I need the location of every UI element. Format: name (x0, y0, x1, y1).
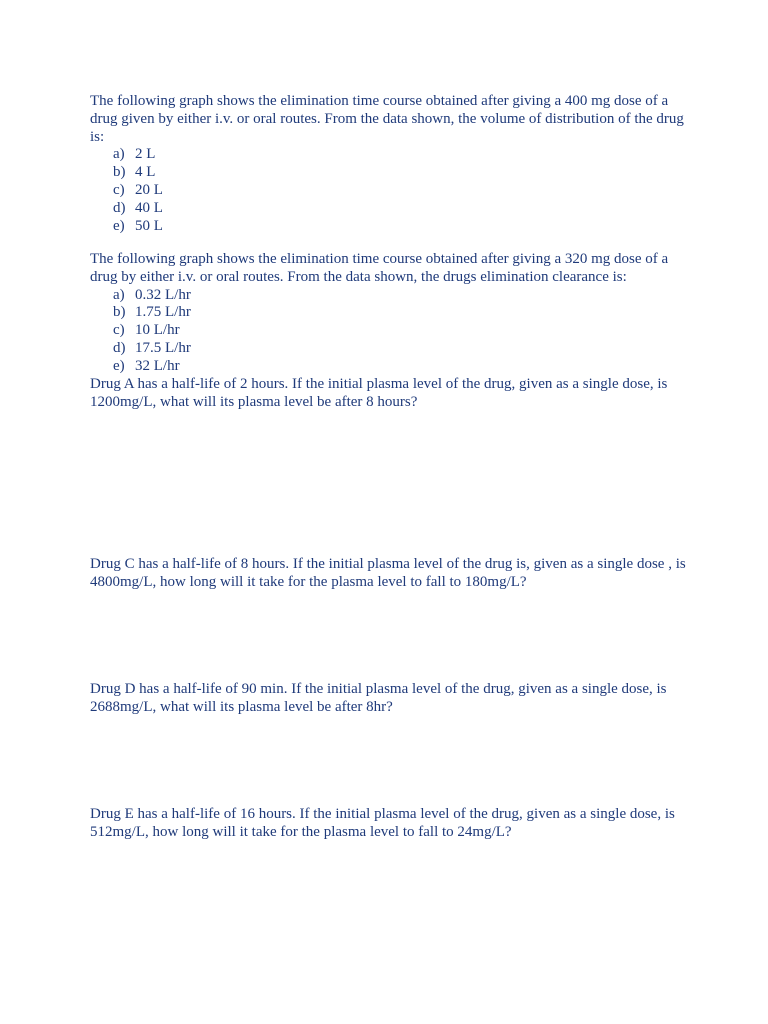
question-drug-a (90, 376, 690, 412)
question-text: Drug A has a half-life of 2 hours. If the initial plasma level of the drug, given as a single dose, is 1200mg/L, what will its plasma level be after 8 hours? (90, 376, 668, 410)
option-label: c) (113, 322, 125, 339)
answer-option (90, 358, 690, 376)
answer-option (90, 304, 690, 322)
answer-option (90, 340, 690, 358)
option-value: 50 L (135, 217, 163, 234)
answer-option (90, 287, 690, 305)
option-value: 10 L/hr (135, 322, 180, 339)
question-text: The following graph shows the elimination time course obtained after giving a 400 mg dose of a drug given by either i.v. or oral routes. From the data shown, the volume of distribution of the drug is: (90, 93, 684, 145)
answer-options (90, 287, 690, 376)
option-label: a) (113, 146, 125, 163)
option-label: b) (113, 164, 126, 181)
answer-option (90, 182, 690, 200)
option-label: a) (113, 286, 125, 303)
option-value: 0.32 L/hr (135, 286, 191, 303)
option-value: 20 L (135, 181, 163, 198)
answer-options (90, 146, 690, 235)
answer-option (90, 164, 690, 182)
question-text: The following graph shows the elimination time course obtained after giving a 320 mg dose of a drug by either i.v. or oral routes. From the data shown, the drugs elimination clearance is: (90, 251, 669, 285)
option-value: 4 L (135, 164, 156, 181)
answer-option (90, 200, 690, 218)
option-value: 40 L (135, 199, 163, 216)
option-value: 2 L (135, 146, 156, 163)
question-drug-d (90, 681, 690, 717)
answer-option (90, 322, 690, 340)
option-label: e) (113, 217, 125, 234)
option-label: d) (113, 339, 126, 356)
answer-option (90, 146, 690, 164)
option-value: 17.5 L/hr (135, 339, 191, 356)
option-label: e) (113, 357, 125, 374)
question-text: Drug C has a half-life of 8 hours. If the initial plasma level of the drug is, given as a single dose , is 4800mg/L, how long will it take for the plasma level to fall to 180mg/L? (90, 556, 686, 590)
question-elimination-clearance (90, 251, 690, 376)
option-label: d) (113, 199, 126, 216)
answer-option (90, 218, 690, 236)
option-label: b) (113, 304, 126, 321)
option-label: c) (113, 181, 125, 198)
question-text: Drug E has a half-life of 16 hours. If the initial plasma level of the drug, given as a single dose, is 512mg/L, how long will it take for the plasma level to fall to 24mg/L? (90, 806, 675, 840)
question-drug-c (90, 556, 690, 592)
option-value: 1.75 L/hr (135, 304, 191, 321)
option-value: 32 L/hr (135, 357, 180, 374)
question-drug-e (90, 806, 690, 842)
question-text: Drug D has a half-life of 90 min. If the initial plasma level of the drug, given as a single dose, is 2688mg/L, what will its plasma level be after 8hr? (90, 681, 667, 715)
question-volume-of-distribution (90, 93, 690, 235)
